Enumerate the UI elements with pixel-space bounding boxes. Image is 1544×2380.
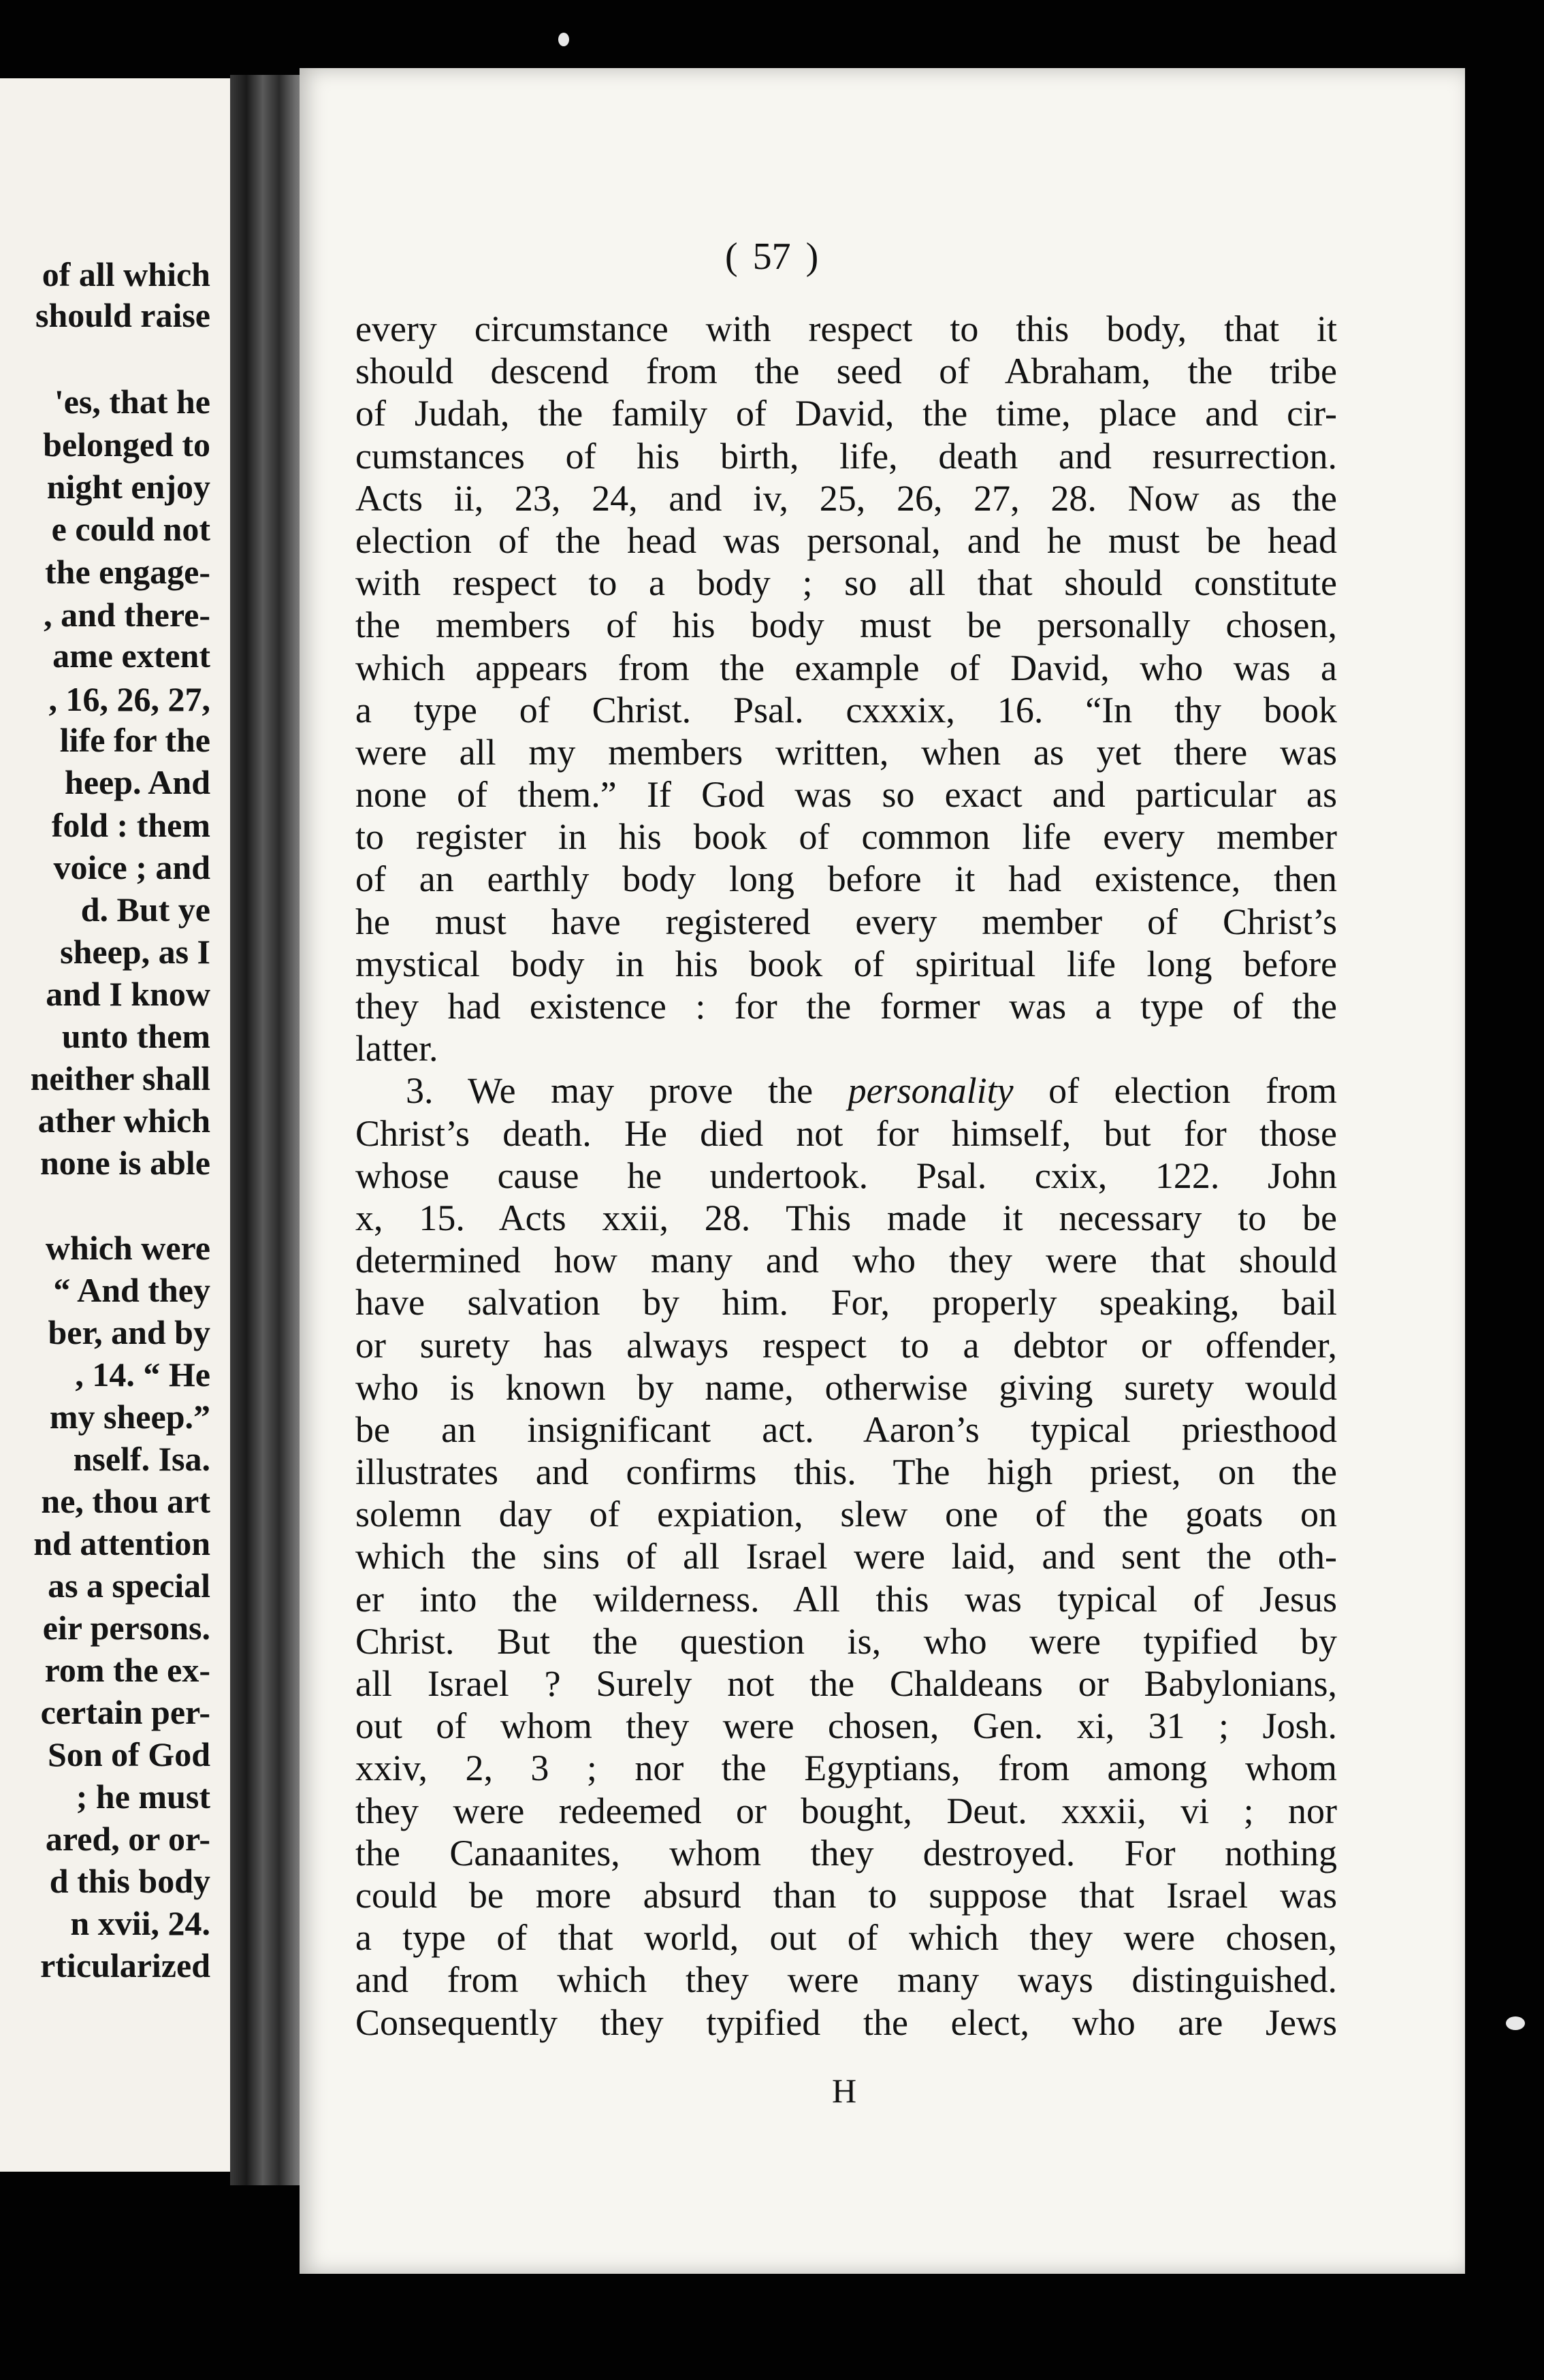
left-page-line: “ And they <box>53 1271 210 1309</box>
text-line: the members of his body must be personally chosen, <box>355 605 1337 646</box>
page-header <box>725 235 818 278</box>
left-page-line: night enjoy <box>46 468 210 506</box>
left-page-line: 'es, that he <box>54 383 210 421</box>
left-page-line: voice ; and <box>53 848 210 886</box>
left-page-line: as a special <box>48 1566 210 1605</box>
text-line: out of whom they were chosen, Gen. xi, 31 ; Josh. <box>355 1705 1337 1747</box>
left-page-line: ; he must <box>76 1778 210 1816</box>
left-page-line: certain per- <box>40 1693 210 1731</box>
left-page-line: unto them <box>61 1017 210 1055</box>
text-line: illustrates and confirms this. The high priest, on the <box>355 1451 1337 1493</box>
text-line: who is known by name, otherwise giving surety would <box>355 1366 1337 1408</box>
left-page-line: Son of God <box>48 1735 210 1773</box>
text-line: x, 15. Acts xxii, 28. This made it necessary to be <box>355 1197 1337 1238</box>
text-line: of Judah, the family of David, the time, place and cir- <box>355 393 1337 434</box>
text-line: and from which they were many ways distinguished. <box>355 1959 1337 2001</box>
left-page-line: ared, or or- <box>45 1820 210 1858</box>
left-page-line: heep. And <box>65 763 210 801</box>
text-line: all Israel ? Surely not the Chaldeans or Babylonians, <box>355 1663 1337 1704</box>
text-line: cumstances of his birth, life, death and resurrection. <box>355 435 1337 477</box>
left-page-line: fold : them <box>51 806 210 844</box>
text-line: every circumstance with respect to this body, that it <box>355 308 1337 349</box>
open-paren: ( <box>725 236 738 278</box>
text-line: the Canaanites, whom they destroyed. For nothing <box>355 1832 1337 1874</box>
text-line: of an earthly body long before it had existence, then <box>355 858 1337 900</box>
text-line: be an insignificant act. Aaron’s typical priesthood <box>355 1409 1337 1450</box>
left-page-line: nd attention <box>33 1524 210 1562</box>
left-page-line: rom the ex- <box>44 1651 210 1689</box>
left-page-line: , 16, 26, 27, <box>48 680 210 718</box>
text-line: solemn day of expiation, slew one of the goats on <box>355 1494 1337 1535</box>
left-page-line: of all which <box>42 255 210 293</box>
italic-term: personality <box>848 1070 1014 1112</box>
left-page-line: which were <box>45 1229 210 1267</box>
text-line: or surety has always respect to a debtor or offender, <box>355 1324 1337 1366</box>
left-page-line: should raise <box>35 296 210 334</box>
text-line: whose cause he undertook. Psal. cxix, 122. John <box>355 1155 1337 1196</box>
text-line: er into the wilderness. All this was typical of Jesus <box>355 1578 1337 1620</box>
dust-speck <box>558 33 569 46</box>
left-page-line: e could not <box>51 510 210 548</box>
text-line: a type of Christ. Psal. cxxxix, 16. “In thy book <box>355 689 1337 730</box>
text-line: he must have registered every member of Christ’s <box>355 901 1337 942</box>
text-line: could be more absurd than to suppose that Israel was <box>355 1874 1337 1916</box>
left-page-line: my sheep.” <box>49 1398 210 1436</box>
left-page-line: belonged to <box>43 425 210 464</box>
dust-speck <box>1506 2016 1525 2030</box>
text-line: should descend from the seed of Abraham, the tribe <box>355 351 1337 392</box>
body-text <box>355 308 1337 2044</box>
left-page-line: sheep, as I <box>60 933 210 971</box>
left-page-line: ather which <box>37 1101 210 1140</box>
left-page-line: ame extent <box>52 637 210 675</box>
text-line: they were redeemed or bought, Deut. xxxii, vi ; nor <box>355 1790 1337 1831</box>
left-page-line: , and there- <box>44 596 210 634</box>
left-page-line: eir persons. <box>42 1609 210 1647</box>
left-page-line: nself. Isa. <box>73 1440 210 1478</box>
left-page-line: d this body <box>49 1862 210 1900</box>
left-page-line: neither shall <box>30 1059 210 1097</box>
close-paren: ) <box>805 236 819 278</box>
page-number: 57 <box>752 236 791 278</box>
text-line: which appears from the example of David, who was a <box>355 647 1337 688</box>
left-page-line: n xvii, 24. <box>70 1904 210 1942</box>
text-line: Consequently they typified the elect, who are Jews <box>355 2001 1337 2043</box>
text-line: none of them.” If God was so exact and particular as <box>355 774 1337 816</box>
text-line: determined how many and who they were that should <box>355 1240 1337 1281</box>
text-line: they had existence : for the former was a type of the <box>355 986 1337 1027</box>
text-line: xxiv, 2, 3 ; nor the Egyptians, from among whom <box>355 1748 1337 1789</box>
signature-mark: H <box>832 2072 857 2110</box>
text-line: were all my members written, when as yet there was <box>355 731 1337 773</box>
left-page <box>0 78 235 2172</box>
left-page-line: , 14. “ He <box>75 1355 210 1394</box>
left-page-line: and I know <box>46 975 210 1013</box>
text-line: a type of that world, out of which they were chosen, <box>355 1917 1337 1959</box>
text-line: with respect to a body ; so all that should constitute <box>355 562 1337 604</box>
text-line: have salvation by him. For, properly speaking, bail <box>355 1282 1337 1323</box>
text-line: which the sins of all Israel were laid, and sent the oth- <box>355 1536 1337 1577</box>
text-line: Acts ii, 23, 24, and iv, 25, 26, 27, 28. Now as the <box>355 477 1337 519</box>
left-page-line: ne, thou art <box>41 1482 210 1520</box>
left-page-line: the engage- <box>45 553 210 591</box>
left-page-line: rticularized <box>40 1946 210 1984</box>
text-line: Christ. But the question is, who were typified by <box>355 1620 1337 1662</box>
left-page-line: ber, and by <box>48 1313 210 1351</box>
left-page-line: life for the <box>59 721 210 759</box>
left-page-line: d. But ye <box>80 890 210 929</box>
text-line: election of the head was personal, and he must be head <box>355 519 1337 561</box>
text-line: Christ’s death. He died not for himself, but for those <box>355 1112 1337 1154</box>
text-line: 3. We may prove the personality of election from <box>406 1070 1337 1112</box>
text-line: to register in his book of common life every member <box>355 816 1337 858</box>
text-line: latter. <box>355 1028 438 1070</box>
left-page-line: none is able <box>39 1144 210 1182</box>
text-line: mystical body in his book of spiritual life long before <box>355 943 1337 984</box>
